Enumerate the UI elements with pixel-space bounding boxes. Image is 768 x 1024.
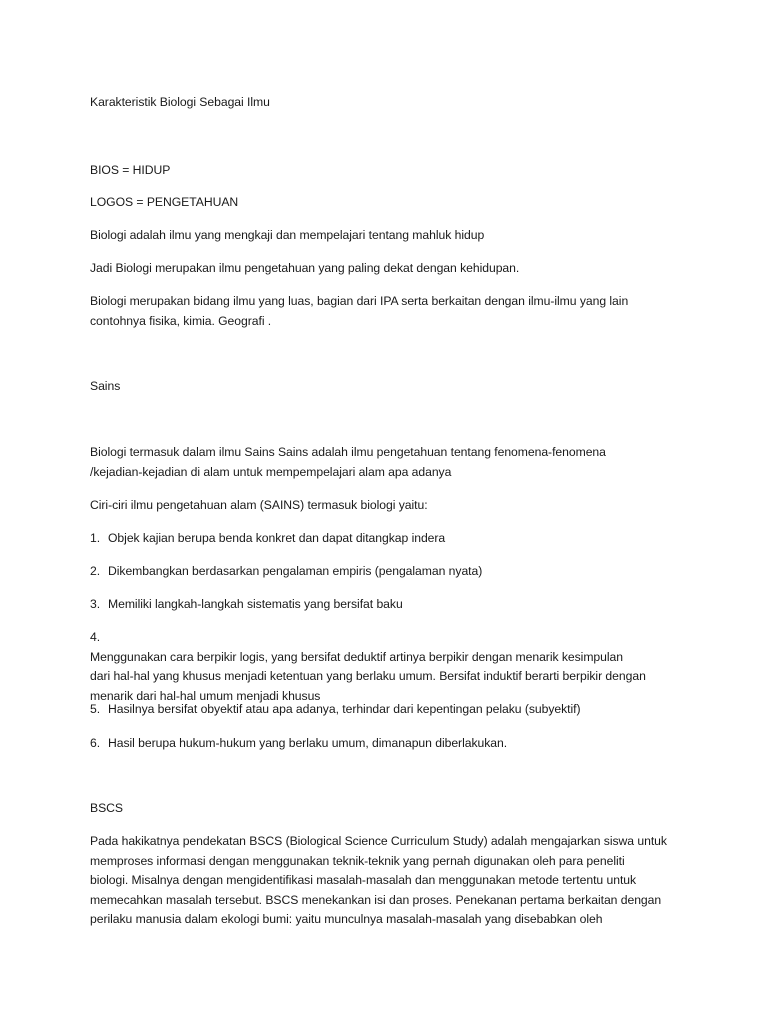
paragraph-line: memproses informasi dengan menggunakan teknik-teknik yang pernah digunakan oleh para peneliti: [90, 853, 625, 868]
list-line: menarik dari hal-hal umum menjadi khusus: [90, 688, 321, 703]
list-number: 6.: [90, 736, 101, 750]
paragraph-line: Pada hakikatnya pendekatan BSCS (Biological Science Curriculum Study) adalah mengajarkan siswa untuk: [90, 834, 667, 848]
list-line: [90, 628, 690, 667]
list-number: 5.: [90, 702, 101, 716]
paragraph-line: biologi. Misalnya dengan mengidentifikasi masalah-masalah dan menggunakan metode tertentu untuk: [90, 873, 637, 887]
list-item: [90, 562, 482, 582]
list-number: 4.: [90, 630, 101, 644]
document-title: Karakteristik Biologi Sebagai Ilmu: [90, 95, 270, 109]
paragraph-line: Biologi termasuk dalam ilmu Sains Sains adalah ilmu pengetahuan tentang fenomena-fenomena: [90, 445, 606, 459]
paragraph-line: Biologi merupakan bidang ilmu yang luas, bagian dari IPA serta berkaitan dengan ilmu-ilmu yang lain: [90, 294, 629, 308]
list-text: Menggunakan cara berpikir logis, yang bersifat deduktif artinya berpikir dengan menarik kesimpulan: [90, 649, 623, 664]
bios-definition: BIOS = HIDUP: [90, 163, 171, 177]
paragraph-bscs: [90, 832, 690, 930]
list-item: [90, 595, 403, 615]
paragraph-ciri-ciri: Ciri-ciri ilmu pengetahuan alam (SAINS) termasuk biologi yaitu:: [90, 498, 428, 512]
list-item: [90, 734, 507, 754]
paragraph-line: /kejadian-kejadian di alam untuk mempempelajari alam apa adanya: [90, 464, 452, 479]
paragraph-sains-definition: [90, 443, 690, 482]
logos-definition: LOGOS = PENGETAHUAN: [90, 195, 239, 209]
paragraph-line: memecahkan masalah tersebut. BSCS menekankan isi dan proses. Penekanan pertama berkaitan dengan: [90, 892, 662, 907]
list-item: [90, 700, 581, 720]
paragraph-biologi-kehidupan: Jadi Biologi merupakan ilmu pengetahuan yang paling dekat dengan kehidupan.: [90, 261, 520, 275]
list-text: Dikembangkan berdasarkan pengalaman empiris (pengalaman nyata): [108, 564, 483, 578]
list-line: dari hal-hal yang khusus menjadi ketentuan yang berlaku umum. Bersifat induktif berarti berpikir dengan: [90, 669, 646, 683]
list-number: 2.: [90, 564, 101, 578]
list-text: Hasil berupa hukum-hukum yang berlaku umum, dimanapun diberlakukan.: [108, 736, 508, 750]
list-item: [90, 529, 445, 549]
paragraph-biologi-definition: Biologi adalah ilmu yang mengkaji dan mempelajari tentang mahluk hidup: [90, 228, 485, 242]
heading-bscs: BSCS: [90, 801, 123, 815]
paragraph-line: contohnya fisika, kimia. Geografi .: [90, 313, 272, 328]
heading-sains: Sains: [90, 379, 121, 393]
paragraph-biologi-bidang: [90, 292, 690, 331]
paragraph-line: perilaku manusia dalam ekologi bumi: yaitu munculnya masalah-masalah yang disebabkan oleh: [90, 912, 603, 926]
list-text: Memiliki langkah-langkah sistematis yang bersifat baku: [108, 597, 403, 611]
list-text: Hasilnya bersifat obyektif atau apa adanya, terhindar dari kepentingan pelaku (subyektif): [108, 702, 581, 716]
list-text: Objek kajian berupa benda konkret dan dapat ditangkap indera: [108, 531, 446, 545]
list-number: 1.: [90, 531, 101, 545]
list-number: 3.: [90, 597, 101, 611]
list-item: [90, 628, 690, 706]
